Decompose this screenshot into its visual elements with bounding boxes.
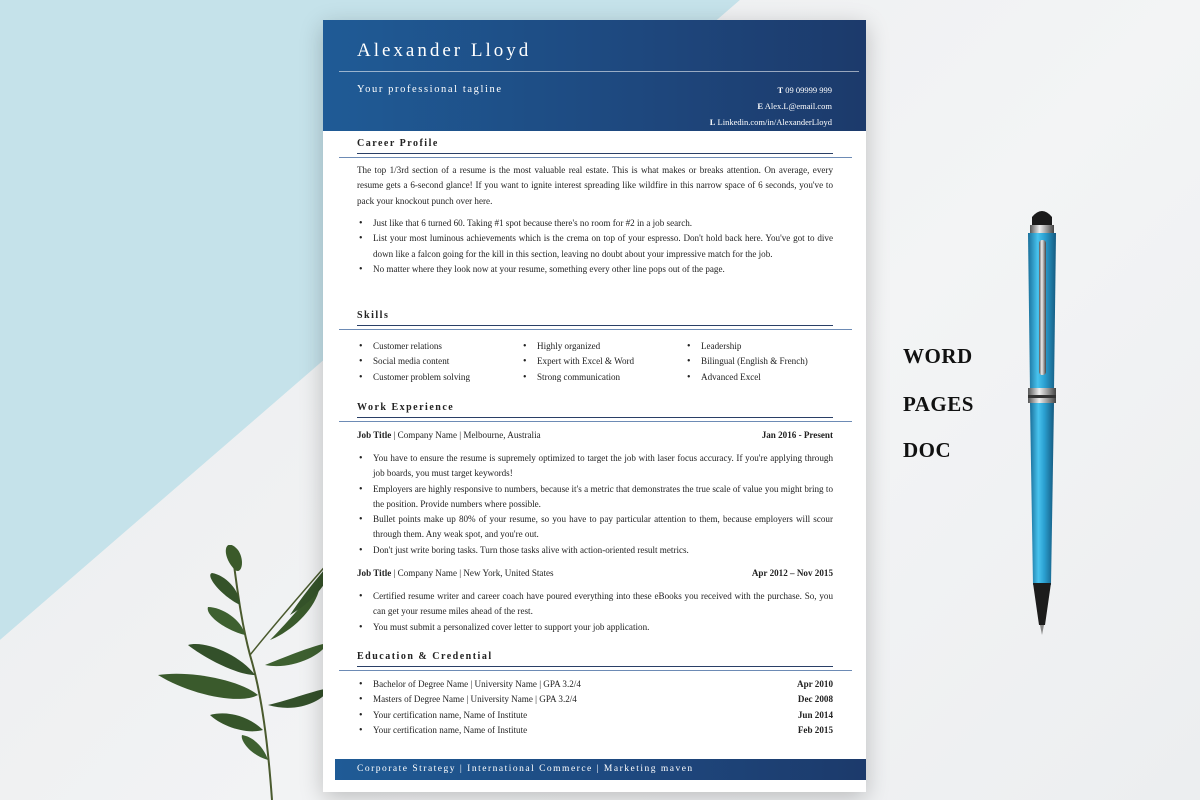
list-item: • You must submit a personalized cover letter to support your job application. (357, 620, 833, 635)
format-pages-label: PAGES (903, 392, 974, 416)
job-title: Job Title (357, 568, 392, 578)
list-item: • List your most luminous achievements which is the crema on top of your espresso. Don't hold back here. You've got to dive down like a falcon going for the kill in this section, leaving no doubt about your impressive match for the job. (357, 231, 833, 262)
education-list (357, 677, 833, 738)
career-profile-paragraph: The top 1/3rd section of a resume is the most valuable real estate. This is what makes or breaks attention. On average, every resume gets a 6-second glance! If you want to ignite interest spreading like wildfire in this narrow space of 6 seconds, you've to pack your knockout punch over here. (357, 165, 833, 206)
plant-sprig-decoration (150, 545, 350, 800)
list-item: • Don't just write boring tasks. Turn those tasks alive with action-oriented result metrics. (357, 543, 833, 558)
section-rule (339, 421, 852, 422)
section-rule (357, 417, 833, 418)
resume-footer-banner: Corporate Strategy | International Commerce | Marketing maven (335, 759, 866, 780)
skill-item: • Expert with Excel & Word (521, 354, 681, 369)
education-row: • Your certification name, Name of Institute Feb 2015 (357, 723, 833, 738)
skills-column (685, 339, 845, 385)
job-bullets (357, 589, 833, 635)
skill-item: • Customer relations (357, 339, 517, 354)
skills-column (521, 339, 681, 385)
section-title-career-profile: Career Profile (357, 138, 439, 149)
professional-tagline: Your professional tagline (357, 84, 503, 95)
skill-item: • Customer problem solving (357, 370, 517, 385)
resume-header (323, 20, 866, 131)
job-details: | Company Name | Melbourne, Australia (391, 430, 541, 440)
section-rule (357, 325, 833, 326)
header-divider (339, 71, 859, 72)
section-rule (339, 329, 852, 330)
candidate-name: Alexander Lloyd (357, 40, 532, 61)
format-word-label: WORD (903, 344, 973, 368)
section-title-work-experience: Work Experience (357, 402, 455, 413)
skill-item: • Advanced Excel (685, 370, 845, 385)
list-item: • Employers are highly responsive to numbers, because it's a metric that demonstrates the true scale of value you might bring to the position. Provide numbers where possible. (357, 482, 833, 513)
section-title-skills: Skills (357, 310, 390, 321)
contact-email: E Alex.L@email.com (757, 101, 832, 111)
list-item: • Certified resume writer and career coach have poured everything into these eBooks you received with the purchase. So, you can get your resume miles ahead of the rest. (357, 589, 833, 620)
skill-item: • Bilingual (English & French) (685, 354, 845, 369)
skill-item: • Social media content (357, 354, 517, 369)
job-header (357, 430, 833, 440)
ballpoint-pen-decoration (1018, 205, 1066, 645)
skill-item: • Strong communication (521, 370, 681, 385)
job-title: Job Title (357, 430, 392, 440)
format-doc-label: DOC (903, 438, 952, 462)
education-row: • Bachelor of Degree Name | University Name | GPA 3.2/4 Apr 2010 (357, 677, 833, 692)
job-bullets (357, 451, 833, 558)
contact-phone: T 09 09999 999 (777, 85, 832, 95)
list-item: • Bullet points make up 80% of your resume, so you have to pay particular attention to them, because employers will scour through them. Any weak spot, and you're out. (357, 512, 833, 543)
job-dates: Apr 2012 – Nov 2015 (751, 568, 833, 578)
skill-item: • Highly organized (521, 339, 681, 354)
skills-column (357, 339, 517, 385)
career-profile-bullets (357, 216, 833, 277)
list-item: • Just like that 6 turned 60. Taking #1 spot because there's no room for #2 in a job search. (357, 216, 833, 231)
contact-linkedin: L Linkedin.com/in/AlexanderLloyd (709, 117, 832, 127)
skill-item: • Leadership (685, 339, 845, 354)
section-rule (357, 153, 833, 154)
job-header (357, 568, 833, 578)
resume-page (323, 20, 866, 792)
job-details: | Company Name | New York, United States (391, 568, 554, 578)
section-title-education: Education & Credential (357, 651, 493, 662)
list-item: • No matter where they look now at your resume, something every other line pops out of the page. (357, 262, 833, 277)
job-dates: Jan 2016 - Present (761, 430, 833, 440)
contact-block (710, 82, 832, 130)
section-rule (339, 670, 852, 671)
education-row: • Your certification name, Name of Institute Jun 2014 (357, 708, 833, 723)
list-item: • You have to ensure the resume is supremely optimized to target the job with laser focus accuracy. If you're applying through job boards, you must target keywords! (357, 451, 833, 482)
section-rule (339, 157, 852, 158)
education-row: • Masters of Degree Name | University Name | GPA 3.2/4 Dec 2008 (357, 692, 833, 707)
section-rule (357, 666, 833, 667)
